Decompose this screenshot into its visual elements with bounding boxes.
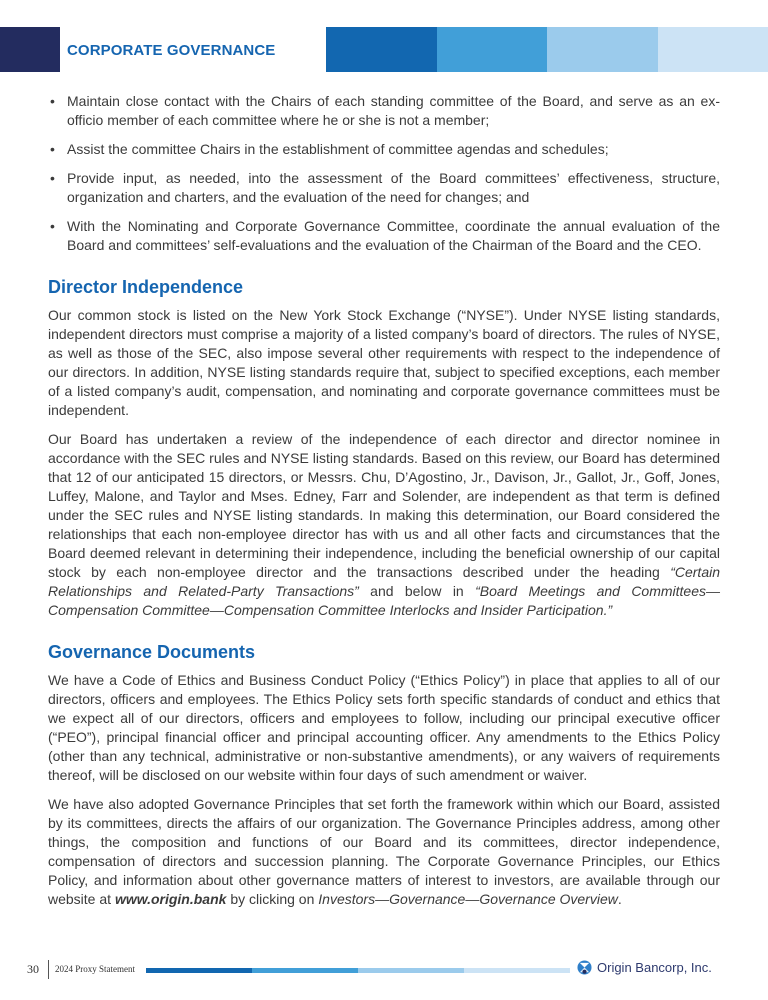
company-name: Origin Bancorp, Inc. [597, 960, 712, 975]
lead-director-duties-list [48, 92, 720, 255]
list-item: • With the Nominating and Corporate Governance Committee, coordinate the annual evaluation of the Board and committees’ self-evaluations and the evaluation of the Chairman of the Board and the CEO. [50, 218, 720, 253]
list-item: • Assist the committee Chairs in the establishment of committee agendas and schedules; [50, 141, 609, 157]
governance-documents-paragraph-2: We have also adopted Governance Principles that set forth the framework within which our Board, assisted by its committees, directs the affairs of our organization. The Governance Principles address, among other things, the composition and functions of our Board and its committees, director independence, compensation of directors and succession planning. The Corporate Governance Principles, our Ethics Policy, and information about other governance matters of interest to investors, are available through our website at www.origin.bank by clicking on Investors—Governance—Governance Overview. [48, 796, 720, 907]
header-bar-2 [437, 27, 548, 72]
director-independence-paragraph-2: Our Board has undertaken a review of the independence of each director and director nominee in accordance with the SEC rules and NYSE listing standards. Based on this review, our Board has determined that 12 of our anticipated 15 directors, or Messrs. Chu, D’Agostino, Jr., Davison, Jr., Gallot, Jr., Goff, Jones, Luffey, Malone, and Taylor and Mses. Edney, Farr and Solender, are independent as that term is defined under the SEC rules and NYSE listing standards. In making this determination, our Board considered the relationships that each non-employee director has with us and all other facts and circumstances that the Board deemed relevant in determining their independence, including the beneficial ownership of our capital stock by each non-employee director and the transactions described under the heading “Certain Relationships and Related-Party Transactions” and below in “Board Meetings and Committees—Compensation Committee—Compensation Committee Interlocks and Insider Participation.” [48, 431, 720, 618]
page-content [48, 92, 720, 919]
bullet-icon: • [50, 141, 55, 157]
governance-documents-heading: Governance Documents [48, 642, 256, 662]
origin-logo-icon [577, 960, 592, 975]
governance-documents-paragraph-1: We have a Code of Ethics and Business Conduct Policy (“Ethics Policy”) in place that applies to all of our directors, officers and employees. The Ethics Policy sets forth specific standards of conduct and ethics that we expect all of our directors, officers and employees to follow, including our principal executive officer (“PEO”), principal financial officer and principal accounting officer. Any amendments to the Ethics Policy (other than any technical, administrative or non-substantive amendments), or any waivers of requirements thereof, will be disclosed on our website within four days of such amendment or waiver. [48, 672, 720, 783]
company-logo [577, 960, 712, 975]
list-item: • Maintain close contact with the Chairs of each standing committee of the Board, and serve as an ex-officio member of each committee where he or she is not a member; [50, 93, 720, 128]
bullet-icon: • [50, 93, 55, 109]
footer-color-bars [146, 968, 570, 973]
director-independence-heading: Director Independence [48, 277, 244, 297]
footer-bar-3 [358, 968, 464, 973]
bullet-icon: • [50, 170, 55, 186]
document-title: 2024 Proxy Statement [55, 964, 135, 974]
related-party-reference: “Certain Relationships and Related-Party Transactions” [48, 564, 720, 599]
footer-divider [48, 960, 49, 979]
bullet-icon: • [50, 218, 55, 234]
compensation-interlocks-reference: “Board Meetings and Committees—Compensation Committee—Compensation Committee Interlocks and Insider Participation.” [48, 583, 720, 618]
footer-bar-1 [146, 968, 252, 973]
footer-bar-2 [252, 968, 358, 973]
header-bar-3 [547, 27, 658, 72]
header-bar-4 [658, 27, 768, 72]
header-bar-1 [326, 27, 437, 72]
header-color-bars [326, 27, 768, 72]
page-number: 30 [27, 962, 39, 976]
website-link[interactable]: www.origin.bank [114, 891, 227, 907]
header-navy-block [0, 27, 60, 72]
governance-nav-path: Investors—Governance—Governance Overview [318, 891, 618, 907]
footer-bar-4 [464, 968, 570, 973]
director-independence-paragraph-1: Our common stock is listed on the New York Stock Exchange (“NYSE”). Under NYSE listing standards, independent directors must comprise a majority of a listed company’s board of directors. The rules of NYSE, as well as those of the SEC, also impose several other requirements with respect to the independence of our directors. In addition, NYSE listing standards require that, subject to specified exceptions, each member of a listed company’s audit, compensation, and nominating and corporate governance committees must be independent. [48, 307, 720, 418]
list-item: • Provide input, as needed, into the assessment of the Board committees’ effectiveness, structure, organization and charters, and the evaluation of the need for changes; and [50, 170, 720, 205]
section-title: CORPORATE GOVERNANCE [67, 42, 276, 59]
